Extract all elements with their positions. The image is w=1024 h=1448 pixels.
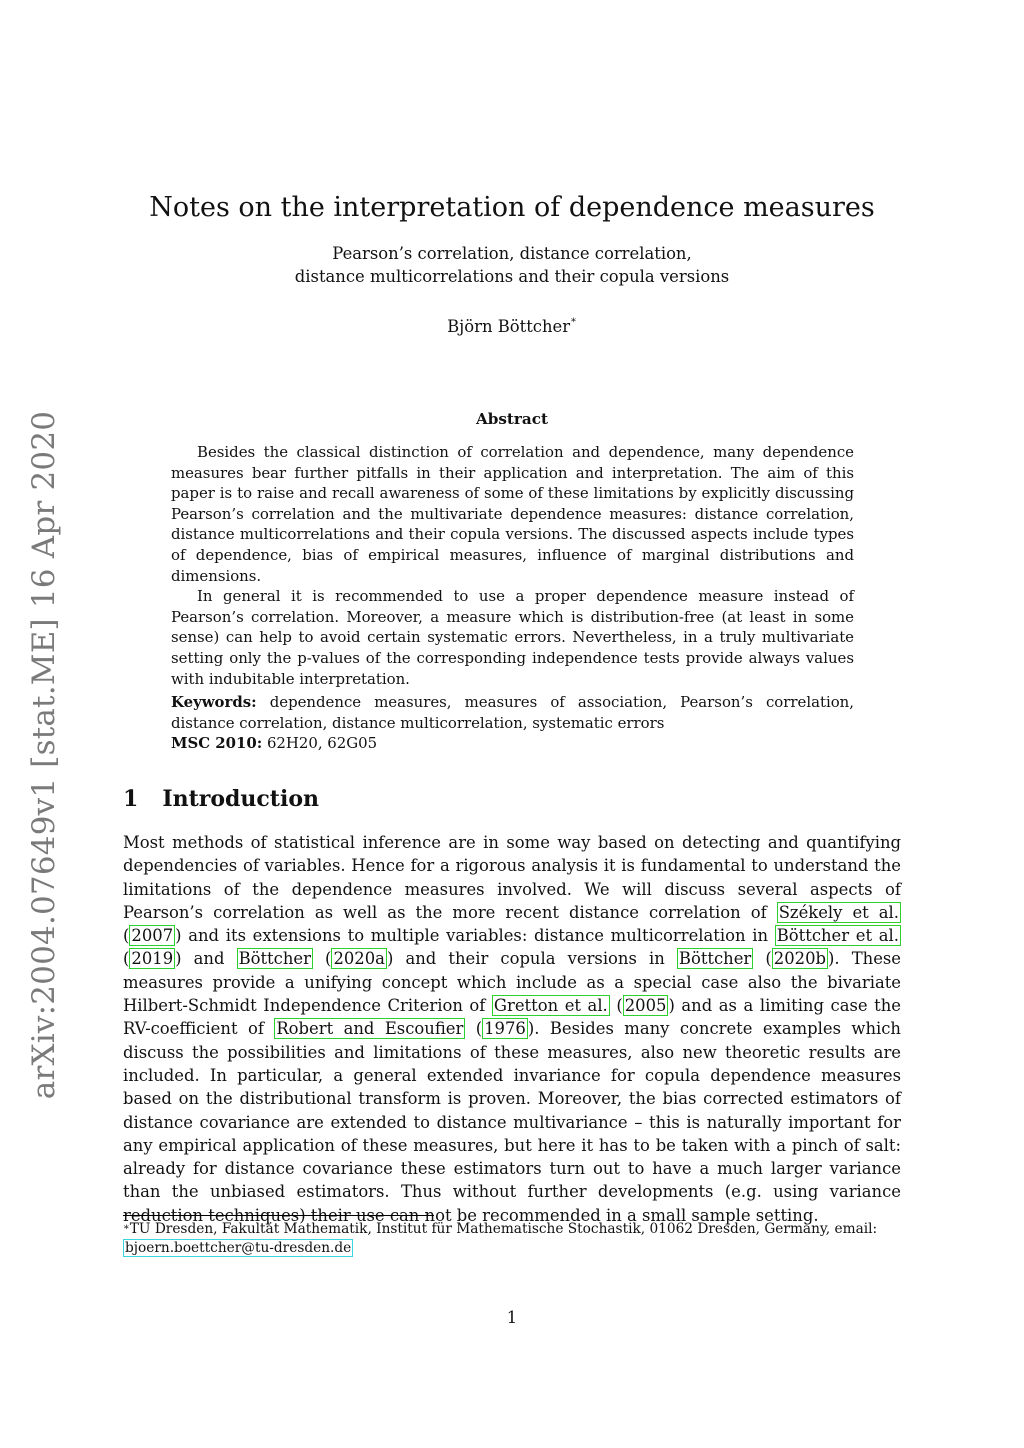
page-number: 1 [506, 1308, 518, 1327]
intro-paragraph [123, 831, 901, 1227]
intro-text: ( [123, 926, 130, 946]
paper-subtitle [0, 242, 1024, 288]
msc-line [171, 733, 854, 754]
intro-text: ) and as a limiting case the RV-coefficient of [123, 996, 901, 1039]
section-title: Introduction [162, 786, 319, 812]
intro-text: ) and its extensions to multiple variables: distance multicorrelation in [175, 926, 775, 946]
footnote [123, 1220, 901, 1258]
citation-year-link[interactable]: 2007 [131, 926, 174, 946]
author [0, 317, 1024, 336]
citation-link[interactable]: Robert and Escoufier [276, 1019, 464, 1039]
section-number: 1 [123, 786, 139, 812]
subtitle-line-1: Pearson’s correlation, distance correlation, [332, 244, 692, 263]
paper-title: Notes on the interpretation of dependence measures [149, 192, 875, 223]
intro-text: Most methods of statistical inference are in some way based on detecting and quantifying dependencies of variables. Hence for a rigorous analysis it is fundamental to understand the limitations of the dependence measures involved. We will discuss several aspects of Pearson’s correlation as well as the more recent distance correlation of [123, 833, 901, 922]
abstract-paragraph: Besides the classical distinction of correlation and dependence, many dependence measures bear further pitfalls in their application and interpretation. The aim of this paper is to raise and recall awareness of some of these limitations by explicitly discussing Pearson’s correlation and the multivariate dependence measures: distance correlation, distance multicorrelations and their copula versions. The discussed aspects include types of dependence, bias of empirical measures, influence of marginal distributions and dimensions. [171, 443, 854, 585]
keywords-line [171, 692, 854, 733]
abstract-body [171, 442, 854, 689]
citation-year-link[interactable]: 2005 [624, 996, 667, 1016]
keywords-label: Keywords: [171, 693, 257, 711]
intro-text: ). These measures provide a unifying concept which include as a special case also the bivariate Hilbert-Schmidt Independence Criterion of [123, 949, 902, 1016]
intro-text: ( [465, 1019, 483, 1039]
msc-label: MSC 2010: [171, 734, 263, 753]
footnote-divider [123, 1215, 434, 1216]
intro-text: ( [123, 949, 130, 969]
msc-text: 62H20, 62G05 [262, 734, 378, 753]
citation-link[interactable]: Gretton et al. [493, 996, 608, 1016]
citation-link[interactable]: Böttcher [678, 949, 752, 969]
intro-text: ). Besides many concrete examples which discuss the possibilities and limitations of these measures, also new theoretic results are included. In particular, a general extended invariance for copula dependence measures based on the distributional transform is proven. Moreover, the bias corrected estimators of distance covariance are extended to distance multivariance – this is naturally important for any empirical application of these measures, but here it has to be taken with a pinch of salt: already for distance covariance these estimators turn out to have a much larger variance than the unbiased estimators. Thus without further developments (e.g. using variance reduction techniques) their use can not be recommended in a small sample setting. [123, 1019, 901, 1225]
author-name: Björn Böttcher [447, 317, 571, 336]
citation-year-link[interactable]: 2020b [773, 949, 826, 969]
citation-year-link[interactable]: 2020a [333, 949, 385, 969]
abstract-heading: Abstract [475, 410, 549, 428]
citation-year-link[interactable]: 2019 [131, 949, 174, 969]
citation-year-link[interactable]: 1976 [484, 1019, 526, 1039]
citation-link[interactable]: Böttcher [238, 949, 311, 969]
section-heading [123, 786, 319, 812]
intro-body [123, 831, 901, 1227]
intro-text: ) and [175, 949, 237, 969]
keywords-text: dependence measures, measures of association, Pearson’s correlation, distance correlation, distance multicorrelation, systematic errors [171, 693, 854, 732]
footnote-text: TU Dresden, Fakultät Mathematik, Institut für Mathematische Stochastik, 01062 Dresden, Germany, email: [129, 1221, 878, 1237]
author-footnote-mark[interactable]: ∗ [570, 315, 577, 326]
citation-link[interactable]: Böttcher et al. [776, 926, 899, 946]
arxiv-stamp: arXiv:2004.07649v1 [stat.ME] 16 Apr 2020 [26, 410, 62, 1100]
keywords-block [171, 692, 854, 754]
intro-text: ( [753, 949, 772, 969]
intro-text: ) and their copula versions in [386, 949, 677, 969]
citation-link[interactable]: Székely et al. [778, 902, 899, 922]
intro-text: ( [609, 996, 623, 1016]
subtitle-line-2: distance multicorrelations and their copula versions [294, 267, 730, 286]
intro-text: ( [312, 949, 332, 969]
abstract-paragraph: In general it is recommended to use a proper dependence measure instead of Pearson’s correlation. Moreover, a measure which is distribution-free (at least in some sense) can help to avoid certain systematic errors. Nevertheless, in a truly multivariate setting only the p-values of the corresponding independence tests provide always values with indubitable interpretation. [171, 587, 854, 688]
footnote-mark: ∗ [123, 1222, 130, 1233]
email-link[interactable]: bjoern.boettcher@tu-dresden.de [125, 1240, 352, 1256]
